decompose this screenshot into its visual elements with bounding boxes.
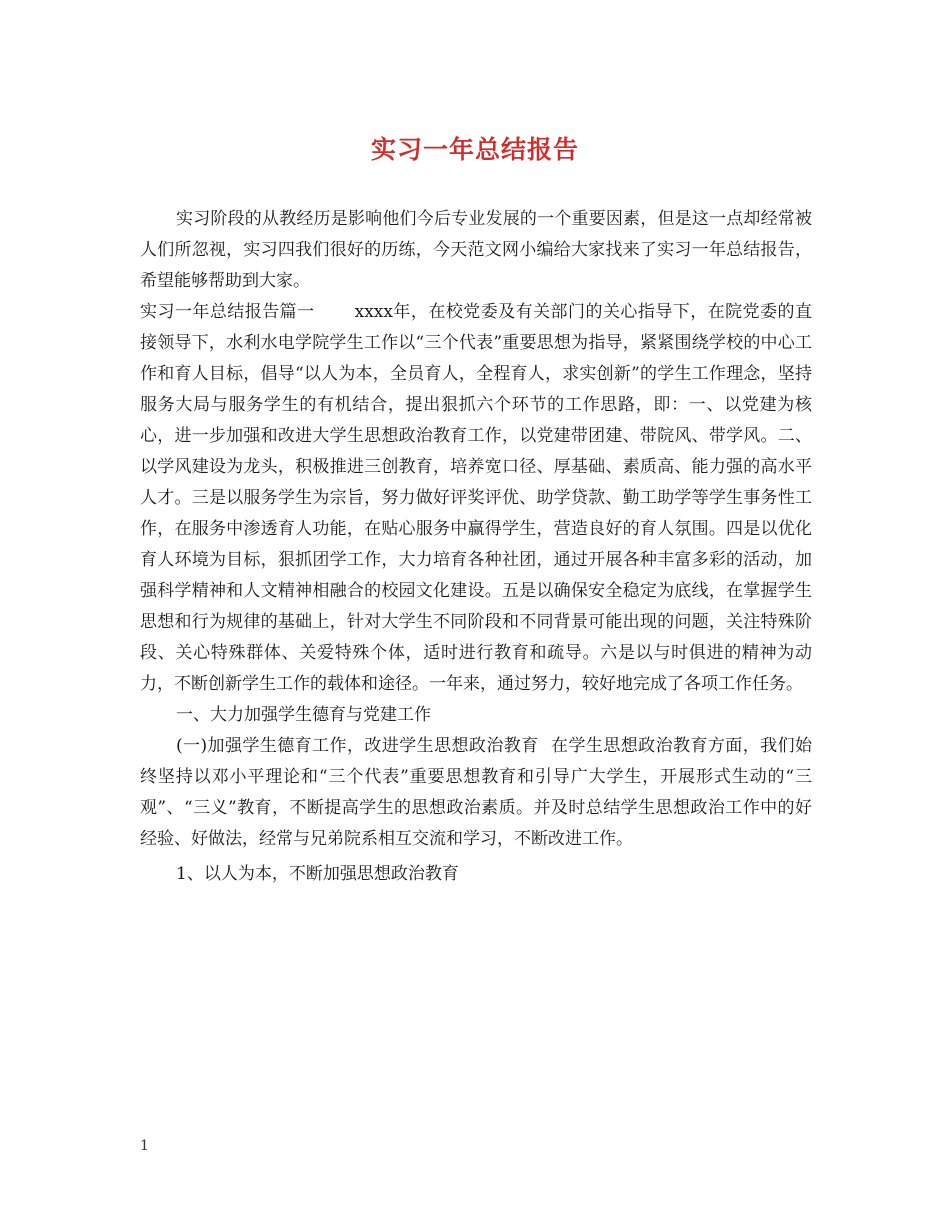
- page-number: 1: [140, 1138, 149, 1154]
- intro-paragraph: 实习阶段的从教经历是影响他们今后专业发展的一个重要因素，但是这一点却经常被人们所忽视，实习四我们很好的历练，今天范文网小编给大家找来了实习一年总结报告，希望能够帮助到大家。: [140, 209, 812, 291]
- heading-1: 一、大力加强学生德育与党建工作: [176, 705, 431, 725]
- document-body: [140, 204, 812, 890]
- section-body: xxxx年，在校党委及有关部门的关心指导下，在院党委的直接领导下，水利水电学院学生工作以“三个代表”重要思想为指导，紧紧围绕学校的中心工作和育人目标，倡导“以人为本，全员育人，全程育人，求实创新”的学生工作理念，坚持服务大局与服务学生的有机结合，提出狠抓六个环节的工作思路，即：一、以党建为核心，进一步加强和改进大学生思想政治教育工作，以党建带团建、带院风、带学风。二、以学风建设为龙头，积极推进三创教育，培养宽口径、厚基础、素质高、能力强的高水平人才。三是以服务学生为宗旨，努力做好评奖评优、助学贷款、勤工助学等学生事务性工作，在服务中渗透育人功能，在贴心服务中赢得学生，营造良好的育人氛围。四是以优化育人环境为目标，狠抓团学工作，大力培育各种社团，通过开展各种丰富多彩的活动，加强科学精神和人文精神相融合的校园文化建设。五是以确保安全稳定为底线，在掌握学生思想和行为规律的基础上，针对大学生不同阶段和不同背景可能出现的问题，关注特殊阶段、关心特殊群体、关爱特殊个体，适时进行教育和疏导。六是以与时俱进的精神为动力，不断创新学生工作的载体和途径。一年来，通过努力，较好地完成了各项工作任务。: [140, 302, 812, 694]
- subsection-1-paragraph: [140, 731, 812, 855]
- document-title: 实习一年总结报告: [370, 135, 579, 164]
- item-1: 1、以人为本，不断加强思想政治教育: [176, 864, 459, 884]
- section-paragraph: [140, 297, 812, 700]
- subsection-1-label: (一)加强学生德育工作，改进学生思想政治教育: [176, 736, 539, 756]
- section-label: 实习一年总结报告篇一: [140, 302, 315, 322]
- subsection-1-body: 在学生思想政治教育方面，我们始终坚持以邓小平理论和“三个代表”重要思想教育和引导广大学生，开展形式生动的“三观”、“三义”教育，不断提高学生的思想政治素质。并及时总结学生思想政治工作中的好经验、好做法，经常与兄弟院系相互交流和学习，不断改进工作。: [140, 736, 813, 849]
